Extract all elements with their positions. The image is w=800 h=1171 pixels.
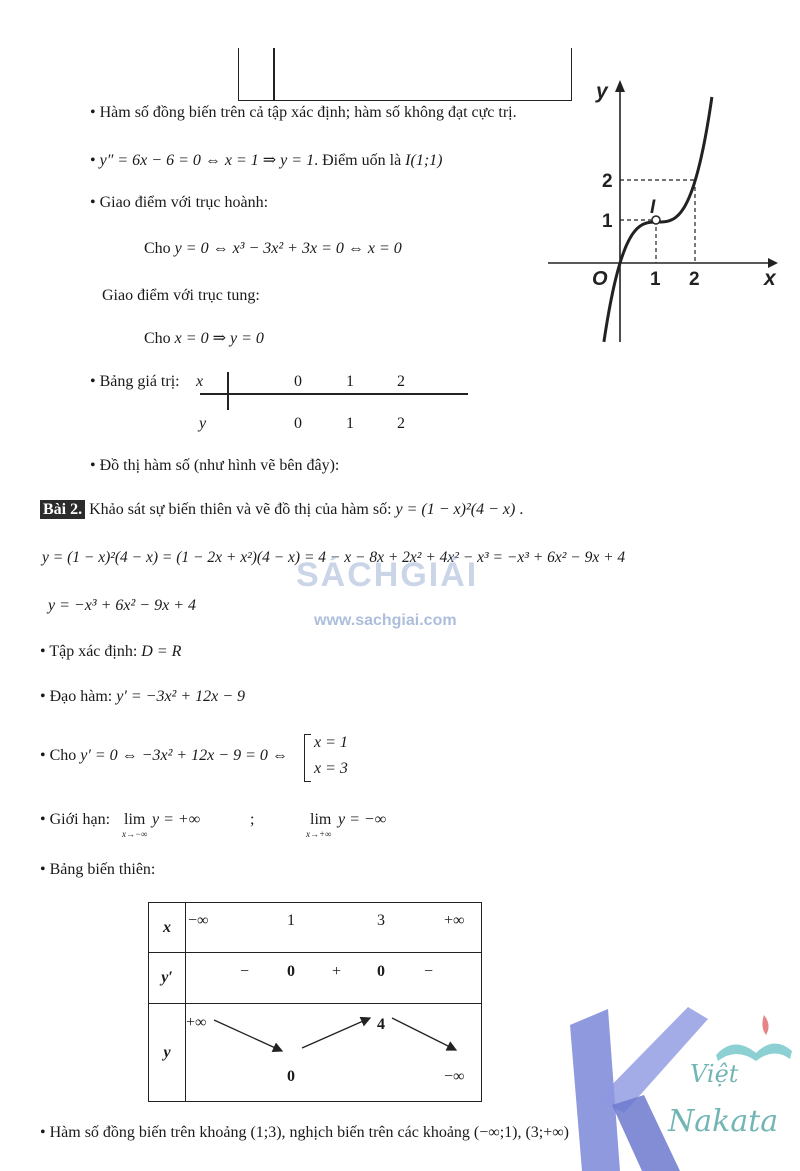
inflection-label: . Điểm uốn là [314,152,406,169]
lim-value-2: y = −∞ [338,811,387,828]
cell-x-head: x [149,903,186,953]
sign-3: − [424,963,434,980]
conclusion-line: • Hàm số đồng biến trên khoảng (1;3), nghịch biến trên các khoảng (−∞;1), (3;+∞) [40,1124,569,1141]
value-table-label: • Bảng giá trị: [90,373,180,390]
critical-points-line [40,747,288,765]
y-pos-inf: +∞ [186,1014,207,1031]
arrow-up [302,1018,370,1048]
x-three: 3 [377,912,385,929]
lim-separator: ; [250,811,255,828]
arrow-down-2 [392,1018,456,1050]
zero-2: 0 [377,963,385,980]
cho-word: Cho [144,240,175,257]
top-table-fragment [238,48,572,101]
second-derivative-math: y″ = 6x − 6 = 0 ⇔ x = 1 ⇒ y = 1 [99,152,315,169]
x-tick-1: 1 [650,269,661,290]
value-table-y-label: y [199,415,207,432]
cell-x-values [186,903,482,953]
flame-icon [762,1015,768,1035]
x-neg-inf: −∞ [188,912,209,929]
variation-table-label: • Bảng biến thiên: [40,861,156,878]
system-bracket [304,734,311,782]
lim-sub-2: x→+∞ [306,829,332,839]
derivative-line [40,688,245,706]
y-min: 0 [287,1068,295,1085]
cubic-graph [540,70,790,350]
cell-yp-head: y′ [149,953,186,1004]
derivative-math: y′ = −3x² + 12x − 9 [116,688,246,705]
cho-word: • Cho [40,747,81,764]
row-derivative [149,953,482,1004]
logo-text-viet: Việt [690,1060,739,1088]
row-y [149,1004,482,1102]
line-graph-note: • Đồ thị hàm số (như hình vẽ bên đây): [90,457,340,474]
critical-equation: y′ = 0 ⇔ −3x² + 12x − 9 = 0 ⇔ [80,747,288,764]
value-table-x-label: x [196,373,204,390]
y-tick-2: 2 [602,171,613,192]
variation-arrows [186,1004,482,1102]
value-table-x1: 1 [346,373,354,390]
sign-2: + [332,963,342,980]
x-axis-label: x [764,267,776,290]
value-table-x2: 2 [397,373,405,390]
line-monotonic: • Hàm số đồng biến trên cả tập xác định; hàm số không đạt cực trị. [90,104,517,121]
bai2-title [40,501,523,519]
variation-table [148,902,482,1102]
x-tick-2: 2 [689,269,700,290]
line-second-derivative [90,150,442,170]
logo-text-nakata: Nakata [668,1104,779,1139]
y-axis-label: y [596,80,608,103]
value-table-x0: 0 [294,373,302,390]
watermark-brand: SÁCHGIẢI [296,556,479,594]
exercise-badge: Bài 2. [40,500,85,519]
book-icon [716,1043,792,1061]
value-table-vline [227,372,229,410]
y-neg-inf: −∞ [444,1068,465,1085]
top-table-divider [273,48,275,100]
value-table-y0: 0 [294,415,302,432]
origin-label: O [592,268,608,290]
y-axis-arrow-icon [615,80,625,92]
value-table-y2: 2 [397,415,405,432]
sign-1: − [240,963,250,980]
cell-y-head: y [149,1004,186,1102]
line-y-intercept [144,328,264,348]
bullet: • [90,152,100,169]
domain-math: D = R [141,643,182,660]
cho-word: Cho [144,330,175,347]
watermark-url: www.sachgiai.com [314,612,457,629]
line-x-intercept [144,240,402,258]
y-max: 4 [377,1016,385,1033]
cell-yp-values [186,953,482,1004]
x-intercept-math: y = 0 ⇔ x³ − 3x² + 3x = 0 ⇔ x = 0 [174,240,402,257]
root-2: x = 3 [314,760,348,777]
value-table-y1: 1 [346,415,354,432]
expansion-line: y = (1 − x)²(4 − x) = (1 − 2x + x²)(4 − x) = 4 − x − 8x + 2x² + 4x² − x³ = −x³ + 6x² − 9x + 4 [42,549,626,566]
bai2-title-end: . [515,501,524,518]
y-tick-1: 1 [602,211,613,232]
bai2-title-text: Khảo sát sự biến thiên và vẽ đồ thị của hàm số: [85,501,396,518]
limit-label: • Giới hạn: [40,811,111,828]
y-intercept-math: x = 0 ⇒ y = 0 [174,330,264,347]
lim-sub-1: x→−∞ [122,829,148,839]
watermark-logo [520,995,800,1171]
line-y-intercept-heading: Giao điểm với trục tung: [102,287,260,304]
arrow-down-1 [214,1020,282,1051]
row-x [149,903,482,953]
simplified-function: y = −x³ + 6x² − 9x + 4 [48,597,196,614]
inflection-point-label: I [650,197,656,218]
line-x-intercept-heading: • Giao điểm với trục hoành: [90,194,269,211]
lim-value-1: y = +∞ [152,811,201,828]
cell-y-values [186,1004,482,1102]
zero-1: 0 [287,963,295,980]
x-one: 1 [287,912,295,929]
bai2-function: y = (1 − x)²(4 − x) [395,501,516,518]
root-1: x = 1 [314,734,348,751]
derivative-label: • Đạo hàm: [40,688,117,705]
domain-label: • Tập xác định: [40,643,142,660]
domain-line [40,643,181,661]
value-table-hline [200,393,468,395]
lim-word-1: lim [124,811,146,828]
lim-word-2: lim [310,811,332,828]
inflection-point: I(1;1) [405,152,443,169]
x-pos-inf: +∞ [444,912,465,929]
